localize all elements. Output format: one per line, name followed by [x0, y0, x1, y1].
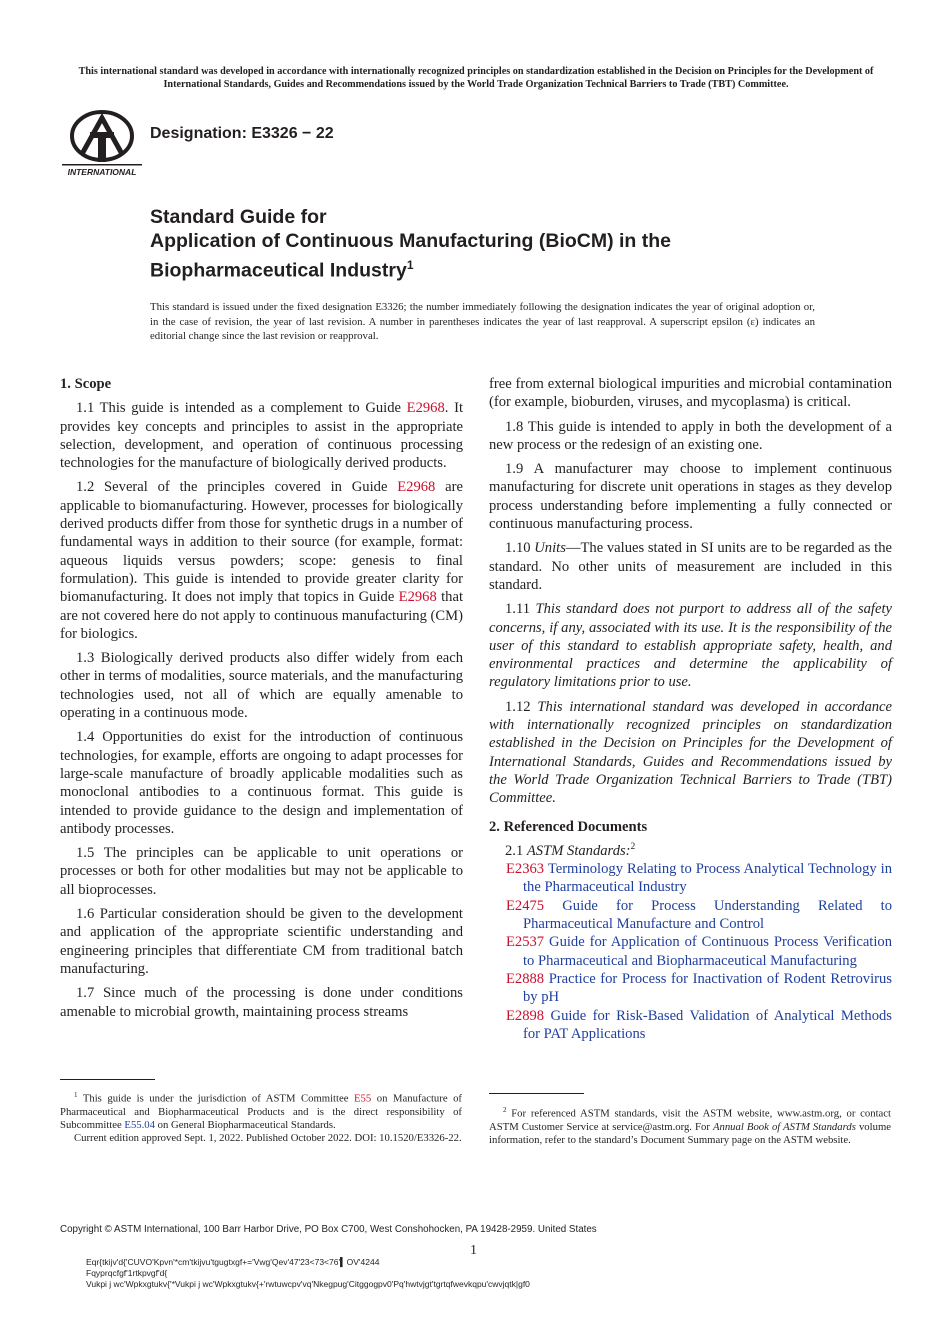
ref-code[interactable]: E2888 [506, 970, 545, 987]
ref-item[interactable] [489, 860, 892, 897]
footnote-2-mark: 2 [503, 1106, 507, 1114]
astm-logo-graphic [60, 110, 144, 178]
para-1-3: 1.3 Biologically derived products also differ widely from each other in terms of modalities, source materials, and the manufacturing technologies used, not all of which are equally amenable to operating in a continuous mode. [60, 650, 463, 722]
ref-item[interactable] [489, 970, 892, 1007]
para-1-7-cont: free from external biological impurities and microbial contamination (for example, bioburden, viruses, and mycoplasma) is critical. [489, 376, 892, 411]
ref-item[interactable] [489, 1007, 892, 1044]
license-line-3: Vukpi j wc'Wpkxgtukv{'*Vukpi j wc'Wpkxgtukv{+'rwtuwcpv'vq'Nkegpug'Citggogpv0'Pq'hwtvjgt'tgrtqfwevkqpu'cwvjqtk|gf0 [86, 1279, 530, 1289]
para-1-1-text-b: . It provides key concepts and principles to assist in the appropriate selection, development, and operation of continuous processing technologies for the manufacture of biologically derived products. [60, 400, 463, 472]
para-1-11-num: 1.11 [505, 601, 536, 618]
ref-title[interactable]: Terminology Relating to Process Analytical Technology in the Pharmaceutical Industry [523, 861, 892, 896]
para-1-10-italic: Units [534, 540, 566, 557]
title-footnote-mark: 1 [406, 258, 414, 272]
footnote-rule [60, 1079, 155, 1080]
footnote-1-text [60, 1089, 462, 1132]
footnote-2 [489, 1104, 891, 1147]
para-1-2-text-c: that are not covered here do not apply to continuous manufacturing (CM) for biologics. [60, 589, 463, 642]
link-e55-04[interactable]: E55.04 [124, 1119, 155, 1132]
para-1-2-text-a: 1.2 Several of the principles covered in Guide [76, 479, 398, 496]
footnote-1-mark: 1 [74, 1091, 78, 1099]
ref-code[interactable]: E2475 [506, 897, 545, 914]
para-1-12-num: 1.12 [505, 698, 538, 715]
link-e2968[interactable]: E2968 [397, 479, 436, 496]
license-line-1: Eqr{tkijv'd{'CUVO'Kpvn'*cm'tkijvu'tgugtxgf+='Vwg'Qev'47'23<73<76'▍OV'4244 [86, 1257, 380, 1267]
para-1-10-num: 1.10 [505, 540, 535, 557]
title-line-2: Application of Continuous Manufacturing (BioCM) in the [150, 230, 672, 252]
footnote-1-part-a: This guide is under the jurisdiction of ASTM Committee [77, 1092, 355, 1105]
para-2-1 [489, 842, 892, 860]
footnote-rule [489, 1093, 584, 1094]
left-column [60, 375, 463, 1027]
footnote-1-edition: Current edition approved Sept. 1, 2022. Published October 2022. DOI: 10.1520/E3326-22. [74, 1132, 462, 1145]
license-stamp [86, 1257, 530, 1290]
footnote-1 [60, 1089, 462, 1146]
para-1-6: 1.6 Particular consideration should be given to the development and application of the appropriate scientific understanding and engineering principles that differentiate CM from traditional batch manufacturing. [60, 906, 463, 977]
para-1-9: 1.9 A manufacturer may choose to implement continuous manufacturing for discrete unit operations in stages as they develop process understanding before implementing a fully connected or continuous manufacturing process. [489, 461, 892, 533]
copyright-line: Copyright © ASTM International, 100 Barr Harbor Drive, PO Box C700, West Conshohocken, PA 19428-2959. United States [60, 1224, 597, 1235]
title-line-3-text: Biopharmaceutical Industry [150, 259, 407, 282]
footnote-2-italic: Annual Book of ASTM Standards [712, 1120, 856, 1133]
footnote-2-text [489, 1104, 891, 1147]
para-2-1-footnote-mark: 2 [630, 841, 636, 852]
ref-item[interactable] [489, 897, 892, 934]
link-e55[interactable]: E55 [354, 1092, 372, 1105]
link-e2968[interactable]: E2968 [398, 589, 437, 606]
para-1-2-text-b: are applicable to biomanufacturing. However, processes for biologically derived products differ from those for synthetic drugs in a number of fundamental ways in addition to their source (for example, format: aqueous liquids versus powders; scope: genesis to final formulation). This guide is intended to provide greater clarity for biomanufacturing. It does not imply that topics in Guide [60, 479, 463, 606]
ref-title[interactable]: Guide for Process Understanding Related to Pharmaceutical Manufacture and Control [523, 897, 892, 933]
footnote-2-part-a: For referenced ASTM standards, visit the ASTM website, www.astm.org, or contact ASTM Customer Service at service@astm.org. For [489, 1107, 891, 1133]
ref-item[interactable] [489, 933, 892, 970]
para-1-12-text: This international standard was developed in accordance with internationally recognized principles on standardization established in the Decision on Principles for the Development of International Standards, Guides and Recommendations issued by the World Trade Organization Technical Barriers to Trade (TBT) Committee. [489, 698, 893, 807]
page-number: 1 [470, 1243, 477, 1258]
ref-title[interactable]: Practice for Process for Inactivation of Rodent Retrovirus by pH [523, 970, 892, 1006]
para-1-4: 1.4 Opportunities do exist for the introduction of continuous technologies, for example, efforts are ongoing to adapt processes for large-scale manufacture of broadly applicable modalities such as monoclonal antibodies to a continuous format. This guide is intended to provide guidance to the design and implementation of antibody processes. [60, 729, 463, 837]
title-line-1: Standard Guide for [150, 206, 327, 228]
title-line-3 [150, 253, 671, 283]
ref-title[interactable]: Guide for Application of Continuous Process Verification to Pharmaceutical and Biopharmaceutical Manufacturing [523, 934, 892, 969]
ref-code[interactable]: E2537 [506, 934, 545, 951]
para-1-11 [489, 600, 892, 691]
para-1-1-text-a: 1.1 This guide is intended as a complement to Guide [76, 400, 407, 417]
right-column [489, 375, 892, 1043]
references-heading: 2. Referenced Documents [489, 818, 648, 835]
designation: Designation: E3326 − 22 [150, 125, 334, 142]
para-1-7: 1.7 Since much of the processing is done under conditions amenable to microbial growth, maintaining process streams [60, 985, 463, 1020]
astm-logo-icon [60, 110, 144, 178]
link-e2968[interactable]: E2968 [406, 400, 445, 417]
footnote-1-part-c: on General Biopharmaceutical Standards. [155, 1119, 336, 1132]
license-line-2: Fqyprqcfgf'1rtkpvgf'd{ [86, 1268, 168, 1278]
footnote-1-part-b: on Manufacture of Pharmaceutical and Biopharmaceutical Products and is the direct responsibility of Subcommittee [60, 1092, 462, 1132]
page-title [150, 205, 671, 283]
para-1-10 [489, 539, 892, 594]
para-2-1-label: ASTM Standards: [526, 842, 631, 859]
ref-title[interactable]: Guide for Risk-Based Validation of Analytical Methods for PAT Applications [523, 1007, 892, 1042]
logo-text: INTERNATIONAL [67, 167, 137, 177]
para-1-11-text: This standard does not purport to address all of the safety concerns, if any, associated with its use. It is the responsibility of the user of this standard to establish appropriate safety, health, and environmental practices and determine the applicability of regulatory limitations prior to use. [489, 601, 892, 691]
wto-notice: This international standard was developed in accordance with internationally recognized principles on standardization established in the Decision on Principles for the Development of International Standards, Guides and Recommendations issued by the World Trade Organization Technical Barriers to Trade (TBT) Committee. [78, 66, 874, 90]
ref-code[interactable]: E2363 [506, 861, 545, 878]
para-2-1-num: 2.1 [505, 842, 527, 859]
para-1-10-text: —The values stated in SI units are to be regarded as the standard. No other units of measurement are included in this standard. [489, 540, 893, 593]
para-1-8: 1.8 This guide is intended to apply in both the development of a new process or the redesign of an existing one. [489, 418, 892, 453]
scope-heading: 1. Scope [60, 376, 112, 392]
para-1-1 [60, 399, 463, 472]
issuance-statement: This standard is issued under the fixed designation E3326; the number immediately following the designation indicates the year of original adoption or, in the case of revision, the year of last revision. A number in parentheses indicates the year of last reapproval. A superscript epsilon (ε) indicates an editorial change since the last revision or reapproval. [150, 301, 815, 342]
ref-code[interactable]: E2898 [506, 1007, 545, 1024]
footnote-2-part-b: volume information, refer to the standard’s Document Summary page on the ASTM website. [489, 1120, 892, 1147]
para-1-5: 1.5 The principles can be applicable to unit operations or processes or both for other modalities but may not be applicable to all bioprocesses. [60, 845, 463, 898]
para-1-2 [60, 478, 463, 643]
para-1-12 [489, 698, 892, 808]
